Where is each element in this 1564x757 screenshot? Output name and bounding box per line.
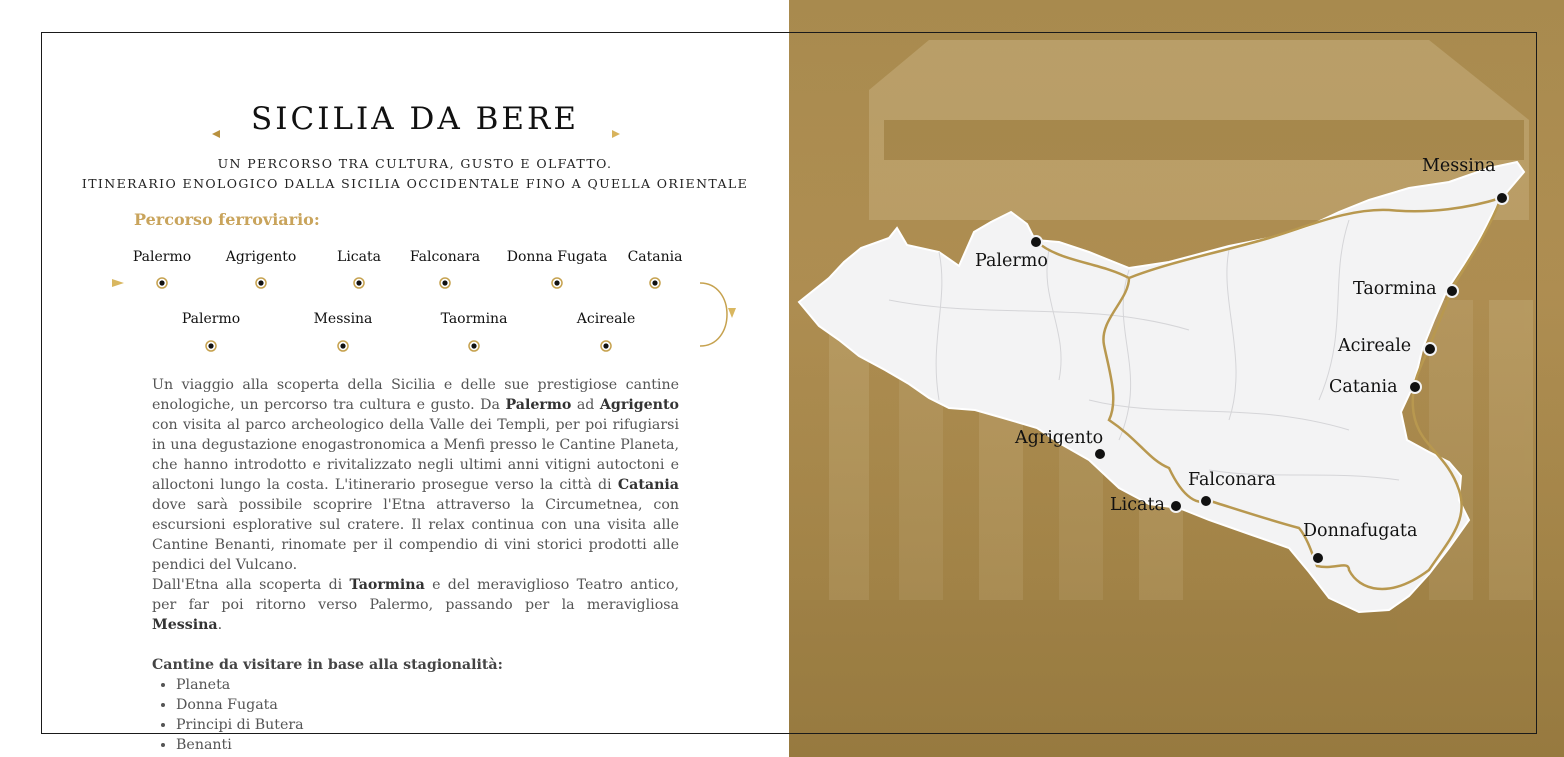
- stop-dot: [258, 280, 263, 285]
- marker-donnafugata: [1312, 552, 1324, 564]
- itinerary-description: [152, 375, 679, 755]
- bold-palermo: Palermo: [505, 397, 572, 413]
- label-falconara: Falconara: [1188, 470, 1276, 490]
- station-return-taormina: Taormina: [440, 311, 508, 327]
- label-messina: Messina: [1422, 156, 1496, 176]
- list-item: • Benanti: [176, 735, 679, 755]
- station-outbound-donna-fugata: Donna Fugata: [506, 249, 608, 265]
- route-label: Percorso ferroviario:: [134, 210, 320, 229]
- text-run: Un viaggio alla scoperta della Sicilia e delle sue prestigiose cantine enologiche, un percorso tra cultura e gusto. Da: [152, 377, 679, 413]
- text-run: dove sarà possibile scoprire l'Etna attraverso la Circumetnea, con escursioni esplorative sul cratere. Il relax continua con una visita alle Cantine Benanti, rinomate per il compendio di vini storici prodotti alle pendici del Vulcano.: [152, 497, 679, 573]
- route-curve: [700, 283, 727, 346]
- stop-dot: [159, 280, 164, 285]
- text-run: con visita al parco archeologico della Valle dei Templi, per poi rifugiarsi in una degustazione enogastronomica a Menfi presso le Cantine Planeta, che hanno introdotto e rivitalizzato negli ultimi anni vitigni autoctoni e alloctoni lungo la costa. L'itinerario prosegue verso la città di: [152, 417, 679, 493]
- stop-dot: [603, 343, 608, 348]
- title-ornament: [212, 128, 620, 140]
- label-palermo: Palermo: [975, 251, 1048, 271]
- stop-dot: [442, 280, 447, 285]
- wineries-list: [152, 675, 679, 755]
- station-return-messina: Messina: [313, 311, 373, 327]
- marker-palermo: [1030, 236, 1042, 248]
- subtitle-line-1: UN PERCORSO TRA CULTURA, GUSTO E OLFATTO.: [217, 156, 613, 171]
- subtitle: [41, 154, 789, 194]
- label-acireale: Acireale: [1338, 336, 1412, 356]
- marker-licata: [1170, 500, 1182, 512]
- text-run: .: [217, 617, 223, 633]
- label-donnafugata: Donnafugata: [1303, 521, 1418, 541]
- text-run: e del meraviglioso Teatro antico, per far poi ritorno verso Palermo, passando per la meravigliosa: [152, 577, 679, 613]
- list-item: • Donna Fugata: [176, 695, 679, 715]
- marker-catania: [1409, 381, 1421, 393]
- stop-dot: [208, 343, 213, 348]
- station-return-acireale: Acireale: [576, 311, 636, 327]
- label-licata: Licata: [1110, 495, 1165, 515]
- stop-dot: [340, 343, 345, 348]
- station-return-palermo: Palermo: [181, 311, 241, 327]
- paragraph-2: [152, 575, 679, 635]
- station-outbound-palermo: Palermo: [132, 249, 192, 265]
- stop-dot: [554, 280, 559, 285]
- bold-taormina: Taormina: [349, 577, 425, 593]
- map-panel: [789, 0, 1564, 757]
- label-agrigento: Agrigento: [1015, 428, 1104, 448]
- label-taormina: Taormina: [1353, 279, 1437, 299]
- bold-messina: Messina: [152, 617, 218, 633]
- stop-dot: [356, 280, 361, 285]
- text-run: Dall'Etna alla scoperta di: [152, 577, 350, 593]
- route-arrow-start: [112, 279, 124, 287]
- station-outbound-catania: Catania: [627, 249, 683, 265]
- station-outbound-licata: Licata: [337, 249, 381, 265]
- marker-taormina: [1446, 285, 1458, 297]
- marker-agrigento: [1094, 448, 1106, 460]
- label-catania: Catania: [1329, 377, 1398, 397]
- marker-falconara: [1200, 495, 1212, 507]
- stop-dot: [652, 280, 657, 285]
- station-outbound-falconara: Falconara: [409, 249, 481, 265]
- subtitle-line-2: ITINERARIO ENOLOGICO DALLA SICILIA OCCIDENTALE FINO A QUELLA ORIENTALE: [81, 176, 749, 191]
- bold-catania: Catania: [617, 477, 679, 493]
- sicily-map: [789, 0, 1564, 757]
- bold-agrigento: Agrigento: [599, 397, 679, 413]
- list-item: • Principi di Butera: [176, 715, 679, 735]
- page-title: SICILIA DA BERE: [251, 100, 579, 137]
- paragraph-1: [152, 375, 679, 575]
- route-arrow-turn: [728, 308, 736, 318]
- stop-dot: [471, 343, 476, 348]
- list-item: • Planeta: [176, 675, 679, 695]
- text-run: ad: [571, 397, 600, 413]
- station-outbound-agrigento: Agrigento: [225, 249, 297, 265]
- marker-acireale: [1424, 343, 1436, 355]
- wineries-title: Cantine da visitare in base alla stagionalità:: [152, 657, 503, 673]
- marker-messina: [1496, 192, 1508, 204]
